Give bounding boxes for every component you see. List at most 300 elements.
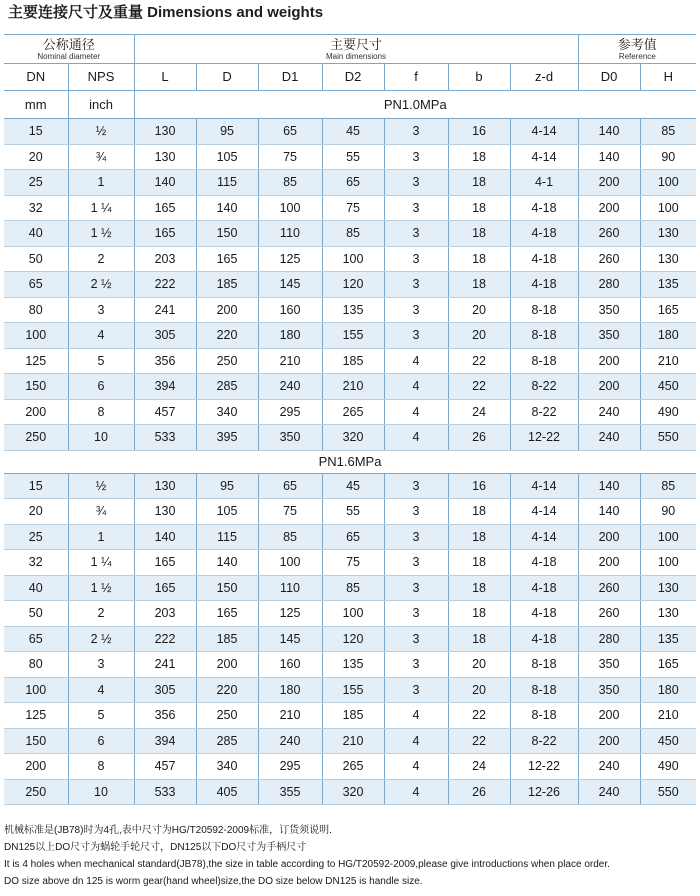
table-row (4, 323, 696, 349)
cell-nps: 1 (68, 524, 134, 550)
cell-d1: 210 (258, 703, 322, 729)
cell-b: 22 (448, 374, 510, 400)
header-nominal-zh: 公称通径 (42, 36, 95, 52)
cell-d2: 100 (322, 246, 384, 272)
cell-d2: 135 (322, 297, 384, 323)
cell-zd: 8-18 (510, 703, 578, 729)
cell-dn: 100 (4, 677, 68, 703)
cell-b: 20 (448, 297, 510, 323)
table-row (4, 550, 696, 576)
cell-d1: 240 (258, 728, 322, 754)
table-row (4, 499, 696, 525)
cell-d2: 45 (322, 119, 384, 145)
cell-dn: 125 (4, 348, 68, 374)
cell-zd: 4-18 (510, 601, 578, 627)
cell-b: 20 (448, 323, 510, 349)
cell-zd: 4-14 (510, 119, 578, 145)
cell-d1: 160 (258, 652, 322, 678)
cell-nps: 2 (68, 246, 134, 272)
cell-zd: 4-18 (510, 221, 578, 247)
cell-dn: 20 (4, 499, 68, 525)
cell-dn: 50 (4, 601, 68, 627)
cell-l: 165 (134, 575, 196, 601)
cell-l: 394 (134, 374, 196, 400)
table-row (4, 754, 696, 780)
cell-dn: 32 (4, 550, 68, 576)
cell-f: 4 (384, 779, 448, 805)
cell-d2: 85 (322, 221, 384, 247)
cell-b: 18 (448, 550, 510, 576)
header-ref-en: Reference (618, 51, 656, 61)
col-header-d1: D1 (258, 64, 322, 91)
cell-f: 3 (384, 626, 448, 652)
cell-l: 203 (134, 601, 196, 627)
cell-nps: 1 ¼ (68, 195, 134, 221)
cell-d0: 350 (578, 323, 640, 349)
cell-d1: 85 (258, 524, 322, 550)
cell-d1: 160 (258, 297, 322, 323)
cell-d: 150 (196, 575, 258, 601)
cell-h: 100 (640, 195, 696, 221)
cell-d: 285 (196, 728, 258, 754)
table-row (4, 425, 696, 451)
cell-zd: 4-14 (510, 473, 578, 499)
cell-h: 135 (640, 626, 696, 652)
cell-d2: 265 (322, 754, 384, 780)
cell-d2: 155 (322, 323, 384, 349)
cell-dn: 200 (4, 399, 68, 425)
cell-nps: 1 ¼ (68, 550, 134, 576)
cell-d1: 85 (258, 170, 322, 196)
cell-b: 20 (448, 677, 510, 703)
cell-d1: 210 (258, 348, 322, 374)
cell-d2: 320 (322, 779, 384, 805)
cell-dn: 32 (4, 195, 68, 221)
cell-d2: 210 (322, 374, 384, 400)
cell-h: 130 (640, 246, 696, 272)
cell-nps: 1 ½ (68, 221, 134, 247)
cell-d0: 140 (578, 119, 640, 145)
cell-d2: 45 (322, 473, 384, 499)
header-nominal-diameter (4, 35, 134, 64)
notes (4, 822, 696, 890)
cell-l: 130 (134, 499, 196, 525)
cell-f: 3 (384, 323, 448, 349)
cell-d0: 200 (578, 524, 640, 550)
cell-zd: 12-22 (510, 425, 578, 451)
cell-d2: 120 (322, 272, 384, 298)
cell-nps: 1 (68, 170, 134, 196)
cell-dn: 20 (4, 144, 68, 170)
cell-d2: 65 (322, 170, 384, 196)
section-label-pn10: PN1.0MPa (134, 91, 696, 119)
cell-nps: 6 (68, 728, 134, 754)
cell-d: 165 (196, 246, 258, 272)
header-main-en: Main dimensions (326, 51, 387, 61)
cell-d0: 200 (578, 374, 640, 400)
cell-l: 140 (134, 170, 196, 196)
cell-d: 220 (196, 677, 258, 703)
cell-d1: 145 (258, 272, 322, 298)
cell-zd: 4-1 (510, 170, 578, 196)
cell-b: 24 (448, 754, 510, 780)
cell-d2: 135 (322, 652, 384, 678)
cell-f: 3 (384, 221, 448, 247)
cell-nps: 3 (68, 297, 134, 323)
cell-f: 4 (384, 703, 448, 729)
cell-d2: 320 (322, 425, 384, 451)
table-row (4, 779, 696, 805)
cell-l: 457 (134, 399, 196, 425)
table-row (4, 399, 696, 425)
cell-d: 185 (196, 272, 258, 298)
header-column-row (4, 64, 696, 91)
cell-d: 340 (196, 399, 258, 425)
cell-b: 18 (448, 221, 510, 247)
cell-h: 85 (640, 119, 696, 145)
cell-h: 100 (640, 524, 696, 550)
header-main-zh: 主要尺寸 (330, 36, 383, 52)
table-row (4, 170, 696, 196)
cell-nps: 8 (68, 754, 134, 780)
cell-dn: 150 (4, 728, 68, 754)
cell-h: 130 (640, 221, 696, 247)
cell-zd: 4-18 (510, 272, 578, 298)
cell-d0: 200 (578, 728, 640, 754)
cell-d: 200 (196, 652, 258, 678)
cell-dn: 250 (4, 779, 68, 805)
cell-d: 185 (196, 626, 258, 652)
cell-l: 130 (134, 144, 196, 170)
table-row (4, 524, 696, 550)
cell-l: 140 (134, 524, 196, 550)
cell-b: 18 (448, 195, 510, 221)
cell-b: 16 (448, 473, 510, 499)
cell-d2: 75 (322, 195, 384, 221)
cell-d1: 75 (258, 499, 322, 525)
cell-b: 18 (448, 499, 510, 525)
cell-nps: 3 (68, 652, 134, 678)
cell-f: 3 (384, 575, 448, 601)
table-row (4, 221, 696, 247)
cell-b: 24 (448, 399, 510, 425)
cell-nps: 4 (68, 323, 134, 349)
cell-d1: 350 (258, 425, 322, 451)
cell-dn: 100 (4, 323, 68, 349)
cell-f: 4 (384, 728, 448, 754)
cell-dn: 65 (4, 626, 68, 652)
cell-nps: 8 (68, 399, 134, 425)
note-line: DO size above dn 125 is worm gear(hand wheel)size,the DO size below DN125 is handle size. (4, 876, 423, 887)
cell-b: 18 (448, 524, 510, 550)
cell-d1: 295 (258, 754, 322, 780)
cell-d0: 200 (578, 348, 640, 374)
cell-dn: 200 (4, 754, 68, 780)
cell-h: 180 (640, 323, 696, 349)
table-row (4, 652, 696, 678)
col-header-d2: D2 (322, 64, 384, 91)
cell-b: 18 (448, 170, 510, 196)
cell-l: 533 (134, 779, 196, 805)
cell-d: 105 (196, 499, 258, 525)
cell-zd: 8-18 (510, 348, 578, 374)
cell-d2: 85 (322, 575, 384, 601)
table-row (4, 626, 696, 652)
header-group-row (4, 35, 696, 64)
cell-dn: 125 (4, 703, 68, 729)
cell-f: 3 (384, 119, 448, 145)
col-header-d: D (196, 64, 258, 91)
cell-d2: 100 (322, 601, 384, 627)
cell-l: 305 (134, 323, 196, 349)
cell-h: 100 (640, 550, 696, 576)
cell-d2: 210 (322, 728, 384, 754)
cell-zd: 8-18 (510, 323, 578, 349)
cell-d0: 140 (578, 144, 640, 170)
cell-d0: 140 (578, 473, 640, 499)
col-header-f: f (384, 64, 448, 91)
cell-d0: 260 (578, 221, 640, 247)
cell-zd: 4-14 (510, 524, 578, 550)
cell-dn: 80 (4, 297, 68, 323)
cell-d: 395 (196, 425, 258, 451)
cell-dn: 40 (4, 575, 68, 601)
cell-d1: 100 (258, 550, 322, 576)
cell-zd: 4-18 (510, 246, 578, 272)
cell-f: 4 (384, 348, 448, 374)
cell-nps: 5 (68, 703, 134, 729)
cell-f: 3 (384, 170, 448, 196)
cell-b: 22 (448, 348, 510, 374)
cell-d: 250 (196, 703, 258, 729)
header-ref-zh: 参考值 (617, 36, 657, 52)
cell-b: 16 (448, 119, 510, 145)
cell-d1: 100 (258, 195, 322, 221)
cell-d0: 200 (578, 703, 640, 729)
cell-d: 340 (196, 754, 258, 780)
cell-zd: 8-22 (510, 399, 578, 425)
cell-d2: 65 (322, 524, 384, 550)
cell-zd: 8-18 (510, 297, 578, 323)
cell-d: 115 (196, 524, 258, 550)
cell-h: 180 (640, 677, 696, 703)
col-header-d0: D0 (578, 64, 640, 91)
cell-h: 550 (640, 779, 696, 805)
cell-h: 165 (640, 297, 696, 323)
cell-b: 18 (448, 601, 510, 627)
cell-l: 241 (134, 652, 196, 678)
col-header-dn: DN (4, 64, 68, 91)
cell-l: 165 (134, 550, 196, 576)
note-line: It is 4 holes when mechanical standard(JB78),the size in table according to HG/T20592-2009,please give introductions when place order. (4, 859, 610, 870)
table-row (4, 272, 696, 298)
table-row (4, 144, 696, 170)
cell-d1: 110 (258, 575, 322, 601)
cell-dn: 25 (4, 170, 68, 196)
cell-nps: ½ (68, 473, 134, 499)
cell-d: 285 (196, 374, 258, 400)
cell-d2: 75 (322, 550, 384, 576)
cell-d0: 200 (578, 170, 640, 196)
table-row (4, 677, 696, 703)
cell-zd: 4-14 (510, 499, 578, 525)
cell-nps: 10 (68, 779, 134, 805)
cell-d0: 200 (578, 550, 640, 576)
cell-b: 18 (448, 246, 510, 272)
cell-l: 533 (134, 425, 196, 451)
col-header-zd: z-d (510, 64, 578, 91)
cell-zd: 8-22 (510, 374, 578, 400)
cell-d1: 125 (258, 246, 322, 272)
cell-l: 222 (134, 272, 196, 298)
cell-b: 18 (448, 144, 510, 170)
cell-h: 550 (640, 425, 696, 451)
cell-l: 457 (134, 754, 196, 780)
cell-zd: 8-18 (510, 677, 578, 703)
table-row (4, 246, 696, 272)
cell-f: 3 (384, 677, 448, 703)
cell-d0: 240 (578, 754, 640, 780)
table-row (4, 297, 696, 323)
cell-zd: 12-26 (510, 779, 578, 805)
cell-dn: 40 (4, 221, 68, 247)
cell-l: 241 (134, 297, 196, 323)
cell-d: 115 (196, 170, 258, 196)
cell-d0: 280 (578, 626, 640, 652)
dimensions-table (4, 34, 696, 805)
cell-d1: 295 (258, 399, 322, 425)
page-title: 主要连接尺寸及重量 Dimensions and weights (8, 4, 324, 21)
cell-d1: 240 (258, 374, 322, 400)
table-row (4, 195, 696, 221)
note-line: DN125以上DO尺寸为蜗轮手轮尺寸，DN125以下DO尺寸为手柄尺寸 (4, 842, 307, 853)
cell-h: 490 (640, 399, 696, 425)
cell-dn: 50 (4, 246, 68, 272)
cell-zd: 8-18 (510, 652, 578, 678)
cell-f: 3 (384, 652, 448, 678)
cell-d: 140 (196, 195, 258, 221)
cell-h: 130 (640, 575, 696, 601)
cell-d: 165 (196, 601, 258, 627)
col-header-nps: NPS (68, 64, 134, 91)
cell-h: 90 (640, 144, 696, 170)
cell-f: 3 (384, 473, 448, 499)
cell-d1: 180 (258, 323, 322, 349)
cell-f: 3 (384, 297, 448, 323)
header-nominal-en: Nominal diameter (37, 51, 101, 61)
cell-nps: 4 (68, 677, 134, 703)
cell-dn: 80 (4, 652, 68, 678)
cell-d: 200 (196, 297, 258, 323)
unit-mm: mm (4, 91, 68, 119)
cell-f: 4 (384, 754, 448, 780)
cell-d: 220 (196, 323, 258, 349)
header-main-dimensions (134, 35, 578, 64)
cell-l: 130 (134, 119, 196, 145)
cell-d: 95 (196, 473, 258, 499)
cell-f: 3 (384, 246, 448, 272)
cell-d0: 140 (578, 499, 640, 525)
header-reference (578, 35, 696, 64)
cell-h: 130 (640, 601, 696, 627)
unit-inch: inch (68, 91, 134, 119)
col-header-h: H (640, 64, 696, 91)
cell-dn: 150 (4, 374, 68, 400)
cell-d0: 240 (578, 425, 640, 451)
cell-h: 210 (640, 703, 696, 729)
cell-d: 405 (196, 779, 258, 805)
table-row (4, 374, 696, 400)
cell-nps: 2 (68, 601, 134, 627)
cell-b: 26 (448, 425, 510, 451)
col-header-l: L (134, 64, 196, 91)
cell-b: 20 (448, 652, 510, 678)
cell-f: 4 (384, 425, 448, 451)
cell-nps: 1 ½ (68, 575, 134, 601)
cell-d1: 355 (258, 779, 322, 805)
cell-f: 3 (384, 601, 448, 627)
cell-d2: 155 (322, 677, 384, 703)
cell-l: 356 (134, 703, 196, 729)
cell-l: 165 (134, 221, 196, 247)
cell-f: 3 (384, 195, 448, 221)
cell-l: 394 (134, 728, 196, 754)
cell-h: 210 (640, 348, 696, 374)
cell-h: 165 (640, 652, 696, 678)
cell-d0: 280 (578, 272, 640, 298)
cell-d: 150 (196, 221, 258, 247)
cell-f: 3 (384, 550, 448, 576)
cell-d: 95 (196, 119, 258, 145)
cell-h: 90 (640, 499, 696, 525)
cell-h: 450 (640, 728, 696, 754)
cell-zd: 4-18 (510, 195, 578, 221)
note-line: 机械标准是(JB78)时为4孔,表中尺寸为HG/T20592-2009标准，订货须说明. (4, 825, 332, 836)
cell-b: 18 (448, 575, 510, 601)
cell-nps: 5 (68, 348, 134, 374)
cell-l: 222 (134, 626, 196, 652)
cell-l: 305 (134, 677, 196, 703)
cell-nps: 2 ½ (68, 626, 134, 652)
cell-d0: 260 (578, 601, 640, 627)
cell-d0: 200 (578, 195, 640, 221)
cell-d1: 110 (258, 221, 322, 247)
cell-f: 4 (384, 374, 448, 400)
cell-d0: 260 (578, 575, 640, 601)
cell-dn: 65 (4, 272, 68, 298)
cell-d2: 55 (322, 499, 384, 525)
cell-d0: 350 (578, 677, 640, 703)
cell-zd: 4-18 (510, 575, 578, 601)
cell-d1: 125 (258, 601, 322, 627)
cell-d2: 185 (322, 348, 384, 374)
cell-f: 4 (384, 399, 448, 425)
cell-b: 26 (448, 779, 510, 805)
table-row (4, 575, 696, 601)
cell-zd: 8-22 (510, 728, 578, 754)
cell-dn: 25 (4, 524, 68, 550)
section-row (4, 450, 696, 473)
table-row (4, 703, 696, 729)
cell-b: 18 (448, 272, 510, 298)
cell-l: 356 (134, 348, 196, 374)
table-row (4, 119, 696, 145)
cell-h: 135 (640, 272, 696, 298)
cell-d2: 265 (322, 399, 384, 425)
unit-row (4, 91, 696, 119)
cell-d: 140 (196, 550, 258, 576)
cell-l: 130 (134, 473, 196, 499)
